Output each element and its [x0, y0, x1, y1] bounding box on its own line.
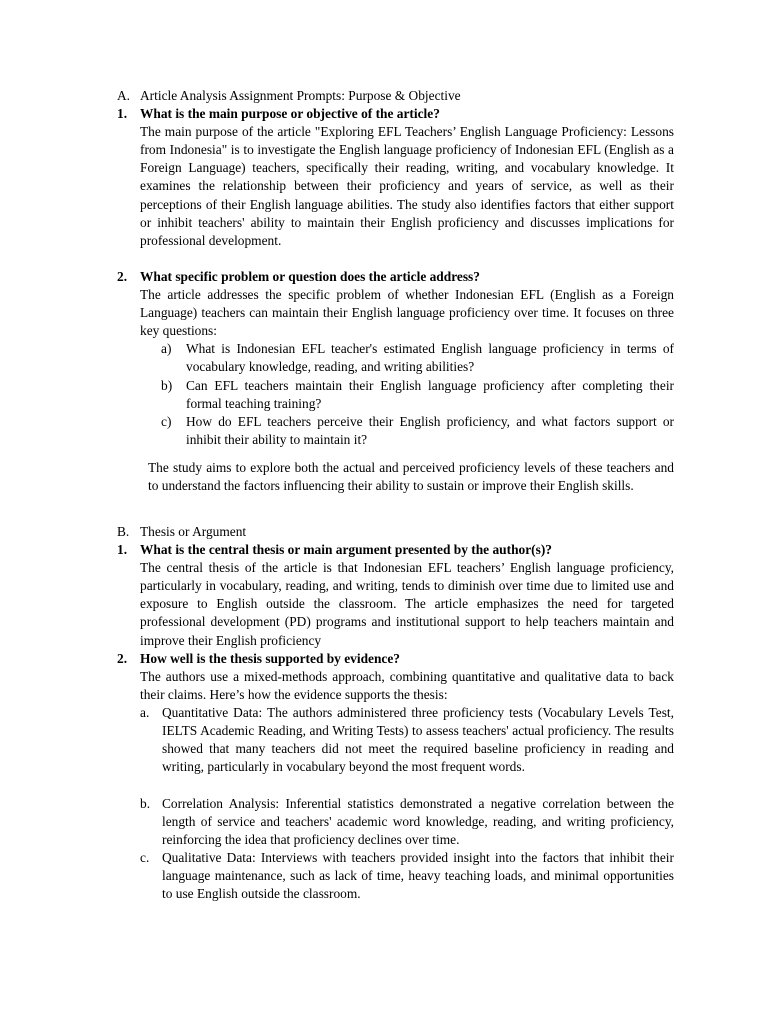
- section-a-q1-answer: The main purpose of the article "Exploring EFL Teachers’ English Language Proficiency: Lessons from Indonesia" is to investigate the English language proficiency of Indonesian EFL (English as a Foreign Language) teachers, specifically their reading, writing, and vocabulary knowledge. It examines the relationship between their proficiency and years of service, as well as their perceptions of their English language abilities. The study also identifies factors that either support or inhibit teachers' ability to maintain their English proficiency and discusses implications for professional development.: [140, 124, 674, 248]
- list-item: [140, 704, 674, 777]
- section-b-marker: B.: [117, 524, 130, 539]
- list-item-marker: a.: [140, 705, 150, 720]
- section-b-q2-question: How well is the thesis supported by evidence?: [140, 651, 401, 666]
- section-a-q1-number: 1.: [117, 106, 128, 121]
- list-item: [140, 849, 674, 903]
- section-b-q2-number: 2.: [117, 651, 128, 666]
- list-item: [140, 795, 674, 849]
- section-b-heading: Thesis or Argument: [140, 524, 247, 539]
- list-item-marker: b.: [140, 796, 151, 811]
- list-item-text: Qualitative Data: Interviews with teachers provided insight into the factors that inhibit their language maintenance, such as lack of time, heavy teaching loads, and minimal opportunities to use English outside the classroom.: [162, 850, 674, 902]
- list-item-marker: a): [161, 341, 172, 356]
- list-item: [161, 377, 674, 413]
- section-a-heading: Article Analysis Assignment Prompts: Purpose & Objective: [140, 88, 461, 103]
- list-item-text: What is Indonesian EFL teacher's estimated English language proficiency in terms of vocabulary knowledge, reading, and writing abilities?: [186, 341, 674, 375]
- list-item-marker: c.: [140, 850, 150, 865]
- section-a-q2-closing: The study aims to explore both the actual and perceived proficiency levels of these teachers and to understand the factors influencing their ability to sustain or improve their English skills.: [148, 460, 674, 494]
- list-item: [161, 413, 674, 449]
- list-item-marker: c): [161, 414, 172, 429]
- list-item-text: Quantitative Data: The authors administered three proficiency tests (Vocabulary Levels Test, IELTS Academic Reading, and Writing Tests) to assess teachers' actual proficiency. The results showed that many teachers did not meet the required baseline proficiency in reading and writing, particularly in vocabulary beyond the most frequent words.: [162, 705, 674, 775]
- section-b-q1-number: 1.: [117, 542, 128, 557]
- list-item-text: Can EFL teachers maintain their English language proficiency after completing their formal teaching training?: [186, 378, 674, 412]
- list-item: [161, 340, 674, 376]
- section-a-marker: A.: [117, 88, 131, 103]
- section-a-q2-question: What specific problem or question does the article address?: [140, 269, 480, 284]
- list-item-text: Correlation Analysis: Inferential statistics demonstrated a negative correlation between the length of service and teachers' academic word knowledge, reading, and writing proficiency, reinforcing the idea that proficiency declines over time.: [162, 796, 674, 848]
- section-b-q2-answer: The authors use a mixed-methods approach, combining quantitative and qualitative data to back their claims. Here’s how the evidence supports the thesis:: [140, 669, 674, 703]
- section-a-q2-number: 2.: [117, 269, 128, 284]
- section-a-q1-question: What is the main purpose or objective of the article?: [140, 106, 440, 121]
- list-item-marker: b): [161, 378, 173, 393]
- section-b-q1-question: What is the central thesis or main argument presented by the author(s)?: [140, 542, 552, 557]
- list-item-text: How do EFL teachers perceive their English proficiency, and what factors support or inhibit their ability to maintain it?: [186, 414, 674, 448]
- section-a-q2-answer: The article addresses the specific problem of whether Indonesian EFL (English as a Foreign Language) teachers can maintain their English language proficiency over time. It focuses on three key questions:: [140, 287, 674, 339]
- section-b-q1-answer: The central thesis of the article is that Indonesian EFL teachers’ English language proficiency, particularly in vocabulary, reading, and writing, tends to diminish over time due to limited use and exposure to English outside the classroom. The article emphasizes the need for targeted professional development (PD) programs and institutional support to help teachers maintain and improve their English proficiency: [140, 560, 674, 648]
